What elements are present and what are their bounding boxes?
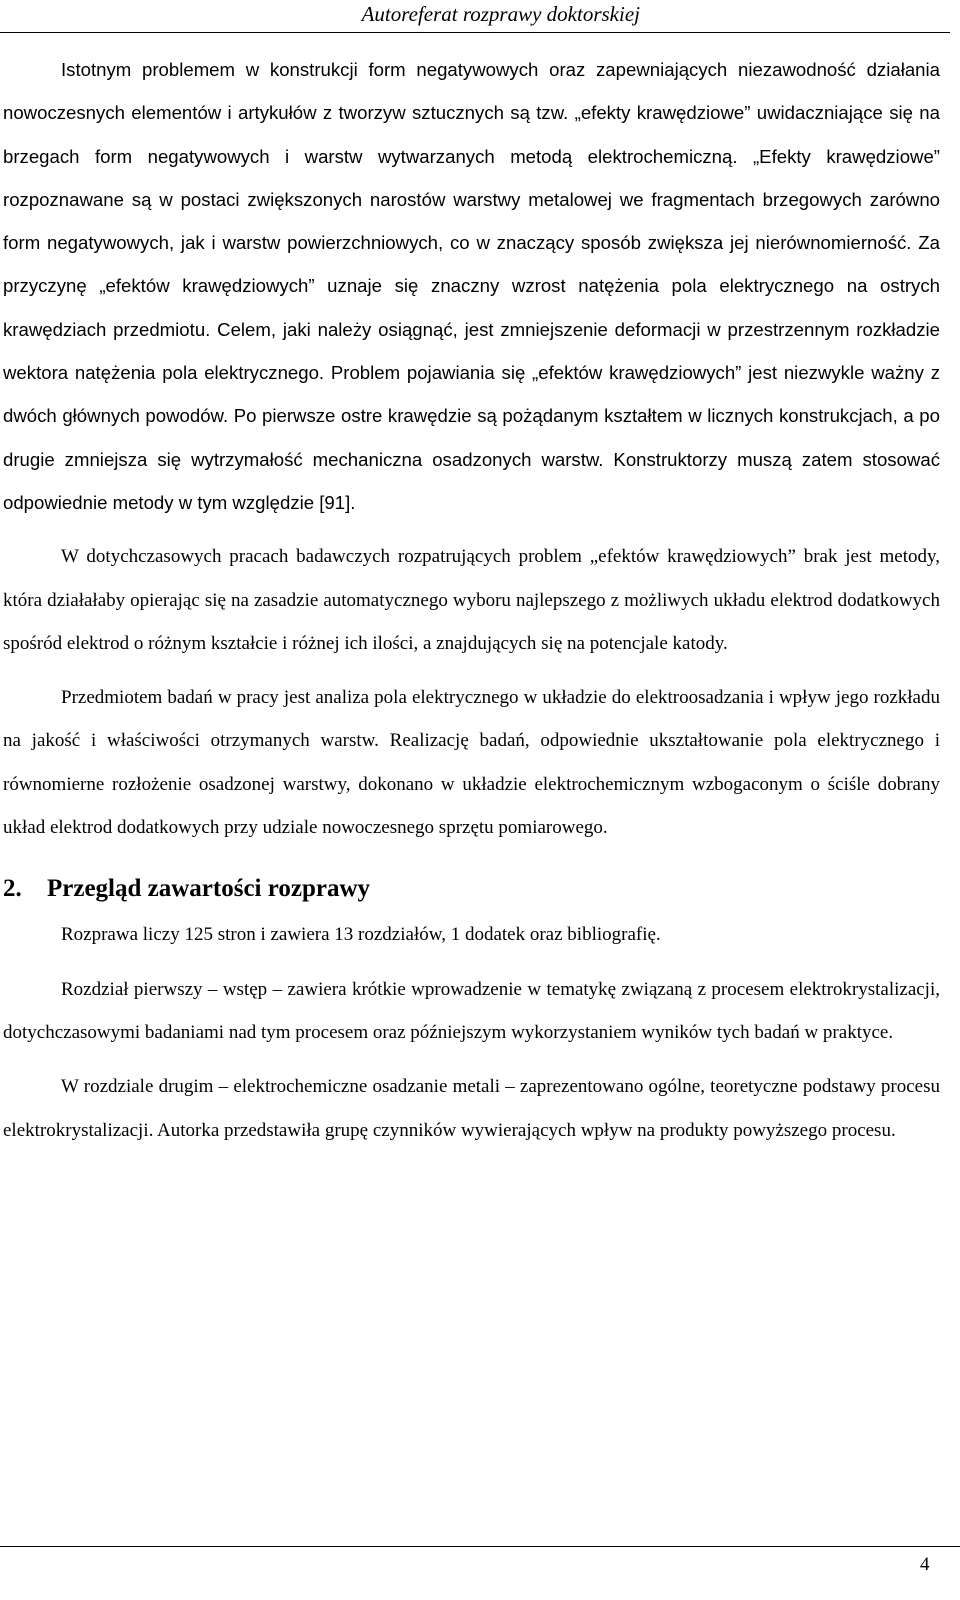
page-content: [3, 48, 940, 1152]
section-title: Przegląd zawartości rozprawy: [47, 875, 371, 903]
paragraph-edge-effects: Istotnym problemem w konstrukcji form negatywowych oraz zapewniających niezawodność działania nowoczesnych elementów i artykułów z tworzyw sztucznych są tzw. „efekty krawędziowe” uwidaczniające się na brzegach form negatywowych i warstw wytwarzanych metodą elektrochemiczną. „Efekty krawędziowe” rozpoznawane są w postaci zwiększonych narostów warstwy metalowej we fragmentach brzegowych zarówno form negatywowych, jak i warstw powierzchniowych, co w znaczący sposób zwiększa jej nierównomierność. Za przyczynę „efektów krawędziowych” uznaje się znaczny wzrost natężenia pola elektrycznego na ostrych krawędziach przedmiotu. Celem, jaki należy osiągnąć, jest zmniejszenie deformacji w przestrzennym rozkładzie wektora natężenia pola elektrycznego. Problem pojawiania się „efektów krawędziowych” jest niezwykle ważny z dwóch głównych powodów. Po pierwsze ostre krawędzie są pożądanym kształtem w licznych konstrukcjach, a po drugie zmniejsza się wytrzymałość mechaniczna osadzonych warstw. Konstruktorzy muszą zatem stosować odpowiednie metody w tym względzie [91].: [3, 59, 940, 513]
running-title: Autoreferat rozprawy doktorskiej: [361, 2, 640, 26]
section-heading: [3, 869, 940, 909]
section-number: 2.: [3, 875, 22, 903]
paragraph-chapter-one: Rozdział pierwszy – wstęp – zawiera krótkie wprowadzenie w tematykę związaną z procesem elektrokrystalizacji, dotychczasowymi badaniami nad tym procesem oraz późniejszym wykorzystaniem wyników tych badań w praktyce.: [3, 978, 940, 1043]
paragraph-research-subject: Przedmiotem badań w pracy jest analiza pola elektrycznego w układzie do elektroosadzania i wpływ jego rozkładu na jakość i właściwości otrzymanych warstw. Realizację badań, odpowiednie ukształtowanie pola elektrycznego i równomierne rozłożenie osadzonej warstwy, dokonano w układzie elektrochemicznym wzbogaconym o ściśle dobrany układ elektrod dodatkowych przy udziale nowoczesnego sprzętu pomiarowego.: [3, 687, 940, 839]
paragraph-chapter-two: W rozdziale drugim – elektrochemiczne osadzanie metali – zaprezentowano ogólne, teoretyczne podstawy procesu elektrokrystalizacji. Autorka przedstawiła grupę czynników wywierających wpływ na produkty powyższego procesu.: [3, 1076, 940, 1141]
paragraph-dissertation-size: Rozprawa liczy 125 stron i zawiera 13 rozdziałów, 1 dodatek oraz bibliografię.: [61, 924, 661, 946]
paragraph-prior-research: W dotychczasowych pracach badawczych rozpatrujących problem „efektów krawędziowych” brak jest metody, która działałaby opierając się na zasadzie automatycznego wyboru najlepszego z możliwych układu elektrod dodatkowych spośród elektrod o różnym kształcie i różnej ich ilości, a znajdujących się na potencjale katody.: [3, 546, 940, 654]
page-number: 4: [920, 1554, 930, 1575]
running-header: [0, 0, 950, 33]
footer-divider: [0, 1546, 960, 1547]
